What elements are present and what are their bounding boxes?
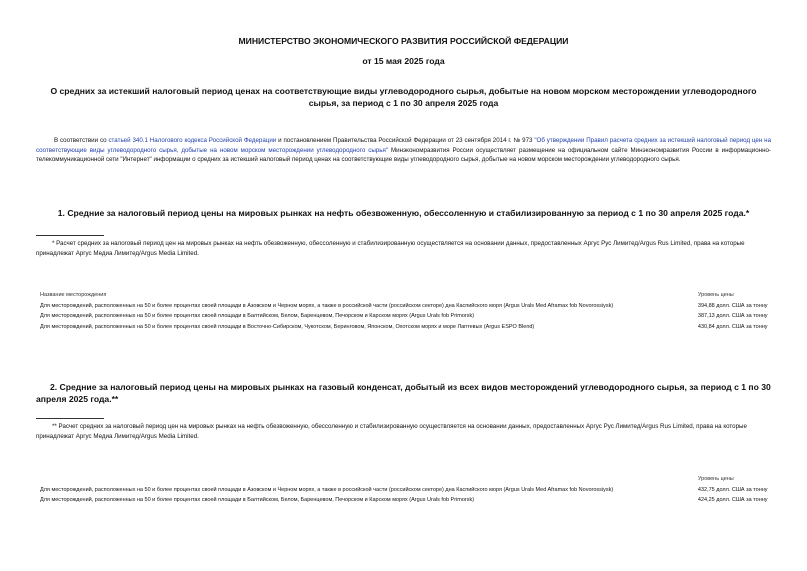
intro-paragraph <box>36 136 771 165</box>
oil-price-table <box>40 292 770 334</box>
table-row <box>40 313 770 324</box>
price-cell: 424,25 долл. США за тонну <box>697 497 768 504</box>
section2-heading: 2. Средние за налоговый период цены на мировых рынках на газовый конденсат, добытый из всех видов месторождений углеводородного сырья, за период с 1 по 30 апреля 2025 года.** <box>36 382 771 404</box>
condensate-price-table <box>40 476 770 508</box>
section2-footnote: ** Расчет средних за налоговый период цен на мировых рынках на нефть обезвоженную, обессоленную и стабилизированную осуществляется на основании данных, предоставленных Аргус Рус Лимитед/Argus Rus Limited, права на которые принадлежат Аргус Медиа Лимитед/Argus Media Limited. <box>36 423 747 440</box>
field-name-cell: Для месторождений, расположенных на 50 и более процентах своей площади в Балтийском, Белом, Баренцевом, Печорском и Карском морях (Argus Urals fob Primorsk) <box>40 497 475 504</box>
field-name-cell: Для месторождений, расположенных на 50 и более процентах своей площади в Восточно-Сибирском, Чукотском, Беринговом, Японском, Охотском морях и море Лаптевых (Argus ESPO Blend) <box>40 323 535 330</box>
intro-middle: и постановлением Правительства Российской Федерации от 23 сентября 2014 г. № 973 <box>276 137 535 144</box>
document-date: от 15 мая 2025 года <box>362 56 445 66</box>
price-cell: 394,88 долл. США за тонну <box>697 302 768 309</box>
table-row <box>40 487 770 498</box>
table-header-row <box>40 476 770 487</box>
section1-footnote: * Расчет средних за налоговый период цен на мировых рынках на нефть обезвоженную, обессоленную и стабилизированную осуществляется на основании данных, предоставленных Аргус Рус Лимитед/Argus Rus Limited, права на которые принадлежат Аргус Медиа Лимитед/Argus Media Limited. <box>36 240 745 257</box>
section1-heading: 1. Средние за налоговый период цены на мировых рынках на нефть обезвоженную, обессоленную и стабилизированную за период с 1 по 30 апреля 2025 года.* <box>57 208 750 218</box>
table-row <box>40 497 770 508</box>
field-name-cell: Для месторождений, расположенных на 50 и более процентах своей площади в Азовском и Черном морях, а также в российской части (российском секторе) дна Каспийского моря (Argus Urals Med Aframax fob Novorossiysk) <box>40 486 614 493</box>
table-row <box>40 303 770 314</box>
price-level-header: Уровень цены <box>697 476 734 482</box>
field-name-cell: Для месторождений, расположенных на 50 и более процентах своей площади в Азовском и Черном морях, а также в российской части (российском секторе) дна Каспийского моря (Argus Urals Med Aframax fob Novorossiysk) <box>40 302 614 309</box>
intro-suffix: Минэкономразвития России осуществляет размещение на официальном сайте Минэкономразвития России в информационно-телекоммуникационной сети "Интернет" информации о средних за истекший налоговый период ценах на соответствующие виды углеводородного сырья, добытые на новом морском месторождении углеводородного сырья. <box>36 146 771 164</box>
footnote-divider <box>36 418 104 419</box>
field-name-header: Название месторождения <box>40 292 107 298</box>
price-cell: 432,75 долл. США за тонну <box>697 486 768 493</box>
ministry-name: МИНИСТЕРСТВО ЭКОНОМИЧЕСКОГО РАЗВИТИЯ РОССИЙСКОЙ ФЕДЕРАЦИИ <box>238 36 569 46</box>
price-level-header: Уровень цены <box>697 292 734 298</box>
price-cell: 430,84 долл. США за тонну <box>697 323 768 330</box>
table-header-row <box>40 292 770 303</box>
intro-prefix: В соответствии со <box>54 137 109 144</box>
field-name-header <box>40 476 694 487</box>
table-row <box>40 324 770 335</box>
document-title: О средних за истекший налоговый период ценах на соответствующие виды углеводородного сырья, добытые на новом морском месторождении углеводородного сырья, за период с 1 по 30 апреля 2025 года <box>50 86 757 108</box>
price-cell: 387,13 долл. США за тонну <box>697 313 768 320</box>
footnote-divider <box>36 235 104 236</box>
tax-code-link[interactable]: статьей 340.1 Налогового кодекса Российской Федерации <box>108 137 277 144</box>
field-name-cell: Для месторождений, расположенных на 50 и более процентах своей площади в Балтийском, Белом, Баренцевом, Печорском и Карском морях (Argus Urals fob Primorsk) <box>40 313 475 320</box>
government-decree-link[interactable]: "Об утверждении Правил расчета средних за истекший налоговый период цен на соответствующие виды углеводородного сырья, добытые на новом морском месторождении углеводородного сырья" <box>36 137 772 154</box>
